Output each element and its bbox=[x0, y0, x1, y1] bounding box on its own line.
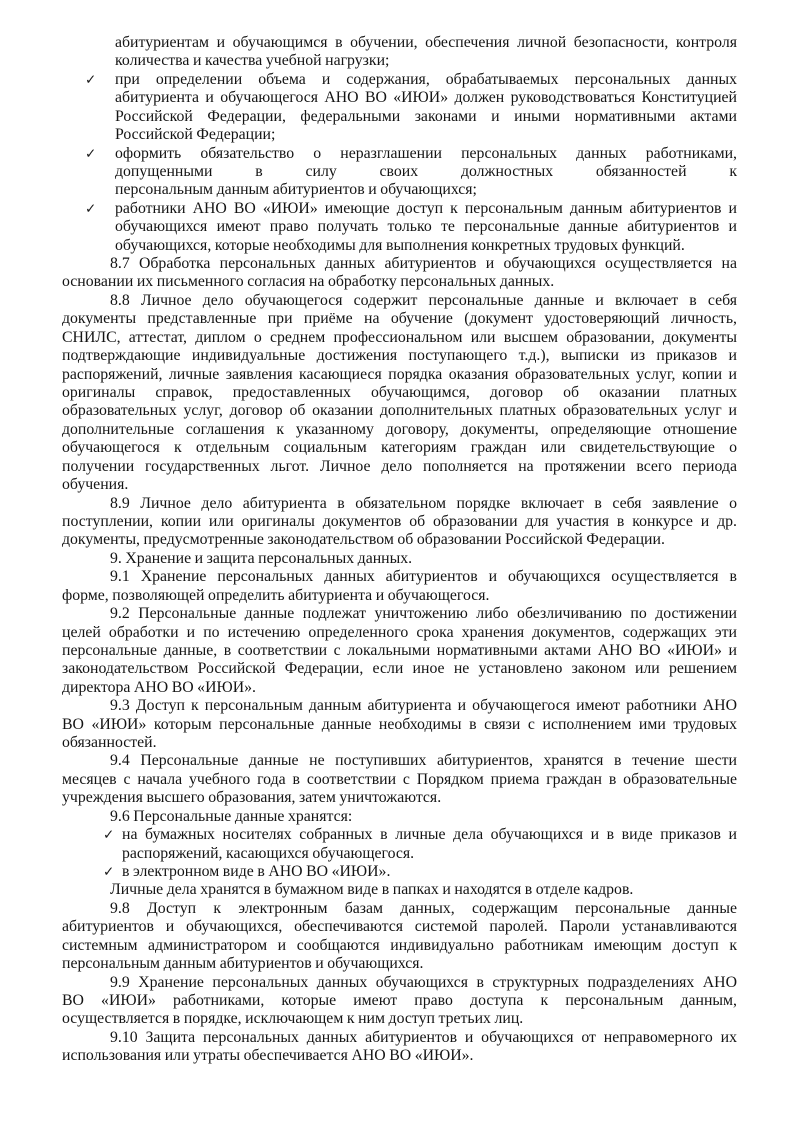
text-line: документы, предусмотренные законодательством об образовании Российской Федерации. bbox=[62, 531, 665, 549]
text-line: поступлении, копии или оригиналы документов об образовании для участия в конкурсе и др. bbox=[62, 512, 737, 530]
check-sublist-item bbox=[62, 826, 737, 863]
text-line: на бумажных носителях собранных в личные дела обучающихся и в виде приказов и bbox=[122, 826, 737, 844]
text-line: 8.7 Обработка персональных данных абитуриентов и обучающихся осуществляется на bbox=[110, 255, 737, 273]
text-line: 9.3 Доступ к персональным данным абитуриента и обучающегося имеют работники АНО bbox=[110, 697, 737, 715]
text-line: 8.9 Личное дело абитуриента в обязательном порядке включает в себя заявление о bbox=[110, 494, 737, 512]
text-line: абитуриентов и обучающихся, обеспечиваются системой паролей. Пароли устанавливаются bbox=[62, 918, 737, 936]
text-line: 9. Хранение и защита персональных данных. bbox=[110, 549, 413, 567]
text-line: ВО «ИЮИ» которым персональные данные необходимы в связи с исполнением ими трудовых bbox=[62, 715, 737, 733]
text-line: обучающихся, которые необходимы для выполнения конкретных трудовых функций. bbox=[115, 236, 685, 254]
text-line: директора АНО ВО «ИЮИ». bbox=[62, 678, 256, 696]
check-list-item bbox=[62, 200, 737, 255]
text-line: СНИЛС, аттестат, диплом о среднем профессиональном или высшем образовании, документы bbox=[62, 328, 737, 346]
text-line: образовательных услуг, договор об оказании дополнительных платных образовательных услуг и bbox=[62, 402, 737, 420]
text-line: использования или утраты обеспечивается АНО ВО «ИЮИ». bbox=[62, 1047, 474, 1065]
text-line: оформить обязательство о неразглашении персональных данных работниками, bbox=[115, 144, 737, 162]
text-line: основании их письменного согласия на обработку персональных данных. bbox=[62, 273, 555, 291]
text-line: при определении объема и содержания, обрабатываемых персональных данных bbox=[115, 70, 737, 88]
text-line: Российской Федерации; bbox=[115, 126, 276, 144]
check-list-item bbox=[62, 71, 737, 145]
text-line: законодательством Российской Федерации, если иное не установлено законом или решением bbox=[62, 660, 737, 678]
continuation-paragraph bbox=[62, 34, 737, 71]
checkmark-icon: ✓ bbox=[85, 200, 97, 217]
text-line: учреждения высшего образования, затем уничтожаются. bbox=[62, 789, 442, 807]
paragraph bbox=[62, 255, 737, 292]
text-line: 9.1 Хранение персональных данных абитуриентов и обучающихся осуществляется в bbox=[110, 568, 737, 586]
checkmark-icon: ✓ bbox=[103, 863, 115, 880]
paragraph bbox=[62, 1029, 737, 1066]
text-line: 9.8 Доступ к электронным базам данных, содержащим персональные данные bbox=[110, 899, 737, 917]
paragraph bbox=[62, 881, 737, 899]
text-line: системным администратором и сообщаются индивидуально работникам имеющим доступ к bbox=[62, 936, 737, 954]
text-line: абитуриента и обучающегося АНО ВО «ИЮИ» должен руководствоваться Конституцией bbox=[115, 89, 737, 107]
text-line: Российской Федерации, федеральными законами и иными нормативными актами bbox=[115, 107, 737, 125]
text-line: обучения. bbox=[62, 476, 129, 494]
paragraph bbox=[62, 568, 737, 605]
paragraph bbox=[62, 974, 737, 1029]
text-line: 8.8 Личное дело обучающегося содержит персональные данные и включает в себя bbox=[110, 291, 737, 309]
text-line: Личные дела хранятся в бумажном виде в папках и находятся в отделе кадров. bbox=[110, 881, 634, 899]
text-line: абитуриентам и обучающимся в обучении, обеспечения личной безопасности, контроля bbox=[115, 34, 737, 51]
text-line: оригиналы справок, предоставленных обучающимся, договор об оказании платных bbox=[62, 384, 737, 402]
text-line: работники АНО ВО «ИЮИ» имеющие доступ к персональным данным абитуриентов и bbox=[115, 199, 737, 217]
paragraph bbox=[62, 550, 737, 568]
paragraph bbox=[62, 292, 737, 495]
paragraph bbox=[62, 900, 737, 974]
text-line: обучающегося к отдельным социальным категориям граждан или свидетельствующие о bbox=[62, 439, 737, 457]
text-line: целей обработки и по истечению определенного срока хранения документов, содержащих эти bbox=[62, 623, 737, 641]
text-line: 9.9 Хранение персональных данных обучающихся в структурных подразделениях АНО bbox=[110, 973, 737, 991]
paragraph bbox=[62, 605, 737, 697]
checkmark-icon: ✓ bbox=[85, 71, 97, 88]
text-line: форме, позволяющей определить абитуриента и обучающегося. bbox=[62, 586, 490, 604]
check-list-item bbox=[62, 145, 737, 200]
text-line: дополнительные соглашения к указанному договору, документы, определяющие отношение bbox=[62, 420, 737, 438]
paragraph bbox=[62, 752, 737, 807]
paragraph bbox=[62, 495, 737, 550]
text-line: 9.6 Персональные данные хранятся: bbox=[110, 807, 353, 825]
text-line: 9.10 Защита персональных данных абитуриентов и обучающихся от неправомерного их bbox=[110, 1028, 737, 1046]
paragraph bbox=[62, 808, 737, 826]
paragraph bbox=[62, 697, 737, 752]
text-line: количества и качества учебной нагрузки; bbox=[115, 52, 390, 70]
text-line: в электронном виде в АНО ВО «ИЮИ». bbox=[122, 862, 391, 880]
checkmark-icon: ✓ bbox=[85, 145, 97, 162]
text-line: персональным данным абитуриентов и обучающихся; bbox=[115, 181, 477, 199]
text-line: документы представленные при приёме на обучение (документ удостоверяющий личность, bbox=[62, 310, 737, 328]
text-line: 9.4 Персональные данные не поступивших абитуриентов, хранятся в течение шести bbox=[110, 752, 737, 770]
text-line: месяцев с начала учебного года в соответствии с Порядком приема граждан в образовательные bbox=[62, 770, 737, 788]
checkmark-icon: ✓ bbox=[103, 827, 115, 844]
text-line: получении государственных льгот. Личное дело пополняется на протяжении всего периода bbox=[62, 457, 737, 475]
text-line: обучающихся имеют право получать только те персональные данные абитуриентов и bbox=[115, 218, 737, 236]
text-line: распоряжений, личные заявления касающиеся порядка оказания образовательных услуг, копии и bbox=[62, 365, 737, 383]
text-line: 9.2 Персональные данные подлежат уничтожению либо обезличиванию по достижении bbox=[110, 605, 737, 623]
text-line: распоряжений, касающихся обучающегося. bbox=[122, 844, 415, 862]
text-line: персональные данные, в соответствии с локальными нормативными актами АНО ВО «ИЮИ» и bbox=[62, 641, 737, 659]
text-line: подтверждающие индивидуальные достижения поступающего т.д.), выписки из приказов и bbox=[62, 347, 737, 365]
text-line: осуществляется в порядке, исключающем к ним доступ третьих лиц. bbox=[62, 1010, 524, 1028]
text-line: обязанностей. bbox=[62, 734, 157, 752]
text-line: персональным данным абитуриентов и обучающихся. bbox=[62, 955, 424, 973]
text-line: допущенными в силу своих должностных обязанностей к bbox=[115, 162, 737, 180]
check-sublist-item bbox=[62, 863, 737, 881]
text-line: ВО «ИЮИ» работниками, которые имеют право доступа к персональным данным, bbox=[62, 991, 737, 1009]
